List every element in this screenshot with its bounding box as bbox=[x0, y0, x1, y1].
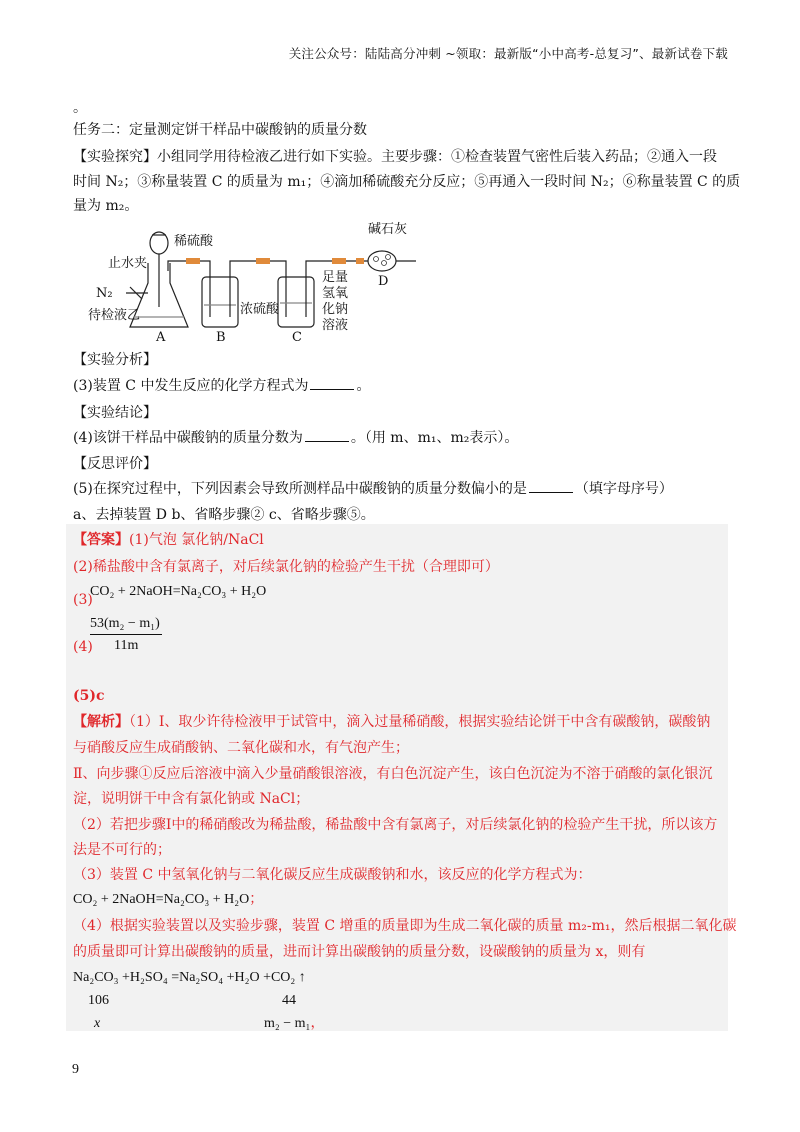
reflect-heading: 【反思评价】 bbox=[73, 456, 157, 472]
question-4: (4)该饼干样品中碳酸钠的质量分数为 。（用 m、m₁、m₂表示）。 bbox=[73, 430, 519, 446]
n2-label: N₂ bbox=[96, 286, 113, 301]
naoh-label-4: 溶液 bbox=[322, 318, 349, 333]
answer-4-numerator: 53(m₂ − m₁) bbox=[90, 616, 160, 631]
task2-heading: 任务二：定量测定饼干样品中碳酸钠的质量分数 bbox=[73, 122, 367, 138]
mass-44: 44 bbox=[282, 993, 296, 1008]
var-m: m₂ − m₁， bbox=[264, 1016, 325, 1031]
clamp-label: 止水夹 bbox=[108, 256, 148, 271]
label-A: A bbox=[156, 330, 166, 345]
mass-106: 106 bbox=[88, 993, 109, 1008]
apparatus-diagram bbox=[86, 215, 426, 345]
label-B: B bbox=[216, 330, 226, 345]
analysis-p4: （3）装置 C 中氢氧化钠与二氧化碳反应生成碳酸钠和水，该反应的化学方程式为： bbox=[73, 867, 592, 883]
answer-5: (5)c bbox=[73, 688, 105, 704]
question-3: (3)装置 C 中发生反应的化学方程式为 。 bbox=[73, 378, 371, 394]
answer-1: 【答案】(1)气泡 氯化钠/NaCl bbox=[73, 532, 264, 548]
analysis-heading: 【实验分析】 bbox=[73, 352, 157, 368]
trailing-dot: 。 bbox=[73, 100, 87, 116]
sample-label: 待检液乙 bbox=[88, 308, 141, 323]
conc-h2so4-label: 浓硫酸 bbox=[240, 302, 280, 317]
var-x: x bbox=[94, 1016, 101, 1031]
page-header: 关注公众号：陆陆高分冲刺 ~领取：最新版“小中高考-总复习”、最新试卷下载 bbox=[288, 46, 728, 61]
answer-3-label: (3) bbox=[73, 592, 93, 608]
analysis-p3b: 法是不可行的； bbox=[73, 842, 171, 858]
options-line: a、去掉装置 D b、省略步骤② c、省略步骤⑤。 bbox=[73, 507, 375, 523]
explore-line-1: 【实验探究】小组同学用待检液乙进行如下实验。主要步骤：①检查装置气密性后装入药品；②通入一段 bbox=[73, 149, 717, 165]
answer-2: (2)稀盐酸中含有氯离子，对后续氯化钠的检验产生干扰（合理即可） bbox=[73, 559, 499, 575]
conclusion-heading: 【实验结论】 bbox=[73, 405, 157, 421]
answer-3-equation: CO₂ + 2NaOH=Na₂CO₃ + H₂O bbox=[90, 584, 267, 599]
analysis-p5a: （4）根据实验装置以及实验步骤，装置 C 增重的质量即为生成二氧化碳的质量 m₂-m₁，然后根据二氧化碳 bbox=[73, 918, 737, 934]
analysis-equation-1: CO₂ + 2NaOH=Na₂CO₃ + H₂O； bbox=[73, 892, 264, 907]
answer-4-label: (4) bbox=[73, 639, 93, 655]
explore-line-2: 时间 N₂；③称量装置 C 的质量为 m₁；④滴加稀硫酸充分反应；⑤再通入一段时间 N₂；⑥称量装置 C 的质 bbox=[73, 174, 741, 190]
explore-line-3: 量为 m₂。 bbox=[73, 198, 139, 214]
analysis-p5b: 的质量即可计算出碳酸钠的质量，进而计算出碳酸钠的质量分数，设碳酸钠的质量为 x，则有 bbox=[73, 944, 646, 960]
analysis-p1b: 与硝酸反应生成硝酸钠、二氧化碳和水，有气泡产生； bbox=[73, 740, 409, 756]
naoh-label-1: 足量 bbox=[322, 270, 349, 285]
dilute-h2so4-label: 稀硫酸 bbox=[174, 234, 214, 249]
fraction-bar bbox=[90, 634, 162, 635]
analysis-p2b: 淀，说明饼干中含有氯化钠或 NaCl； bbox=[73, 791, 310, 807]
analysis-equation-2: Na₂CO₃ +H₂SO₄ =Na₂SO₄ +H₂O +CO₂ ↑ bbox=[73, 970, 306, 985]
analysis-p1a: 【解析】（1）Ⅰ、取少许待检液甲于试管中，滴入过量稀硝酸，根据实验结论饼干中含有碳酸钠，碳酸钠 bbox=[73, 714, 711, 730]
answer-4-denominator: 11m bbox=[114, 638, 139, 653]
label-C: C bbox=[292, 330, 302, 345]
analysis-p2a: Ⅱ、向步骤①反应后溶液中滴入少量硝酸银溶液，有白色沉淀产生，该白色沉淀为不溶于硝酸的氯化银沉 bbox=[73, 766, 713, 782]
question-5: (5)在探究过程中，下列因素会导致所测样品中碳酸钠的质量分数偏小的是 （填字母序号） bbox=[73, 481, 673, 497]
label-D: D bbox=[378, 274, 389, 289]
naoh-label-3: 化钠 bbox=[322, 302, 349, 317]
naoh-label-2: 氢氧 bbox=[322, 286, 349, 301]
analysis-p3a: （2）若把步骤Ⅰ中的稀硝酸改为稀盐酸，稀盐酸中含有氯离子，对后续氯化钠的检验产生干扰，所以该方 bbox=[73, 817, 718, 833]
soda-lime-label: 碱石灰 bbox=[368, 222, 408, 237]
page-number: 9 bbox=[72, 1062, 79, 1077]
